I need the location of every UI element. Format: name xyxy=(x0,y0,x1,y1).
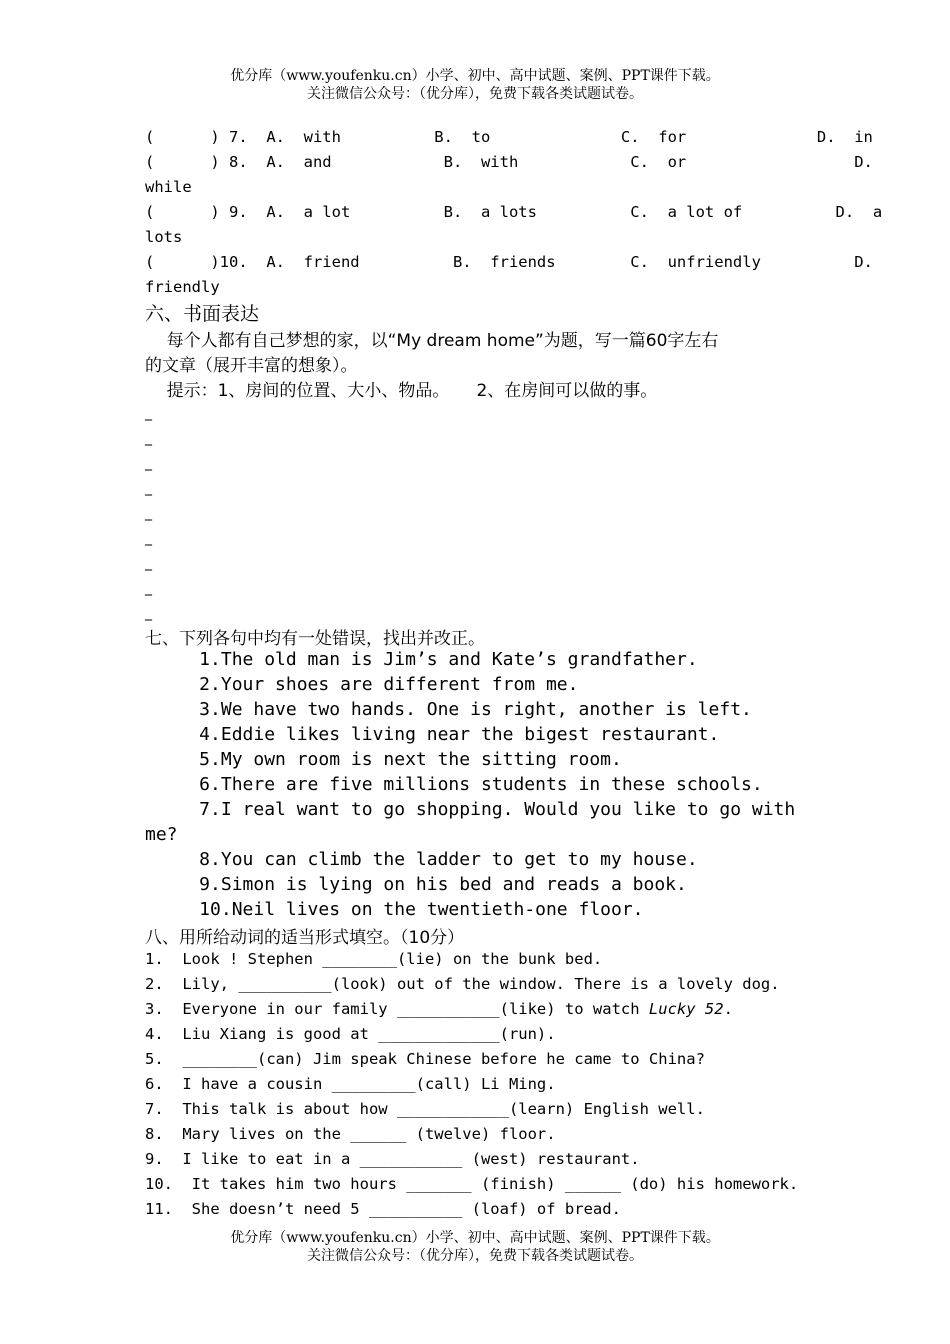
mc-question-9-wrap: lots xyxy=(145,228,183,246)
verb-fill-8: 8. Mary lives on the ______ (twelve) floor. xyxy=(145,1125,556,1143)
error-sentence-7: 7.I real want to go shopping. Would you like to go with xyxy=(145,799,796,820)
writing-line: _ xyxy=(145,430,152,446)
error-sentence-4: 4.Eddie likes living near the bigest restaurant. xyxy=(145,724,720,745)
page-footer xyxy=(0,1229,950,1265)
writing-line: _ xyxy=(145,605,152,621)
error-sentence-5: 5.My own room is next the sitting room. xyxy=(145,749,622,770)
error-sentence-3: 3.We have two hands. One is right, another is left. xyxy=(145,699,752,720)
verb-fill-3 xyxy=(145,999,805,1019)
section-6-tip: 提示：1、房间的位置、大小、物品。 2、在房间可以做的事。 xyxy=(145,381,658,401)
section-8-title: 八、用所给动词的适当形式填空。（10分） xyxy=(145,928,465,948)
footer-line-2: 关注微信公众号：（优分库），免费下载各类试题试卷。 xyxy=(307,1248,643,1264)
mc-question-8-wrap: while xyxy=(145,178,192,196)
writing-line: _ xyxy=(145,455,152,471)
writing-line: _ xyxy=(145,580,152,596)
mc-question-7: ( ) 7. A. with B. to C. for D. in xyxy=(145,128,873,146)
error-sentence-9: 9.Simon is lying on his bed and reads a book. xyxy=(145,874,687,895)
verb-fill-11: 11. She doesn’t need 5 __________ (loaf) of bread. xyxy=(145,1200,621,1218)
error-sentence-2: 2.Your shoes are different from me. xyxy=(145,674,579,695)
section-6-prompt-line-2: 的文章（展开丰富的想象）。 xyxy=(145,356,358,376)
writing-line: _ xyxy=(145,555,152,571)
section-6-title: 六、书面表达 xyxy=(145,303,260,325)
error-sentence-10: 10.Neil lives on the twentieth-one floor. xyxy=(145,899,644,920)
tv-show-title: Lucky 52 xyxy=(648,1000,724,1018)
error-sentence-6: 6.There are five millions students in these schools. xyxy=(145,774,763,795)
writing-line: _ xyxy=(145,480,152,496)
writing-line: _ xyxy=(145,505,152,521)
verb-fill-9: 9. I like to eat in a ___________ (west) restaurant. xyxy=(145,1150,640,1168)
verb-fill-3-text: 3. Everyone in our family ___________(like) to watch xyxy=(145,1000,649,1018)
verb-fill-3-end: . xyxy=(723,1000,733,1018)
verb-fill-10: 10. It takes him two hours _______ (finish) ______ (do) his homework. xyxy=(145,1175,799,1193)
verb-fill-7: 7. This talk is about how ____________(learn) English well. xyxy=(145,1100,705,1118)
footer-line-1: 优分库（www.youfenku.cn）小学、初中、高中试题、案例、PPT课件下载。 xyxy=(230,1230,720,1246)
verb-fill-5: 5. ________(can) Jim speak Chinese before he came to China? xyxy=(145,1050,705,1068)
error-sentence-7-wrap: me? xyxy=(145,824,178,845)
section-7-title: 七、下列各句中均有一处错误，找出并改正。 xyxy=(145,629,485,649)
verb-fill-6: 6. I have a cousin _________(call) Li Ming. xyxy=(145,1075,556,1093)
mc-question-10-wrap: friendly xyxy=(145,278,220,296)
header-line-1: 优分库（www.youfenku.cn）小学、初中、高中试题、案例、PPT课件下载。 xyxy=(230,68,720,84)
mc-question-9: ( ) 9. A. a lot B. a lots C. a lot of D. a xyxy=(145,203,883,221)
mc-question-8: ( ) 8. A. and B. with C. or D. xyxy=(145,153,873,171)
header-line-2: 关注微信公众号：（优分库），免费下载各类试题试卷。 xyxy=(307,86,643,102)
writing-line: _ xyxy=(145,530,152,546)
error-sentence-8: 8.You can climb the ladder to get to my house. xyxy=(145,849,698,870)
page-header-top xyxy=(0,67,950,103)
verb-fill-4: 4. Liu Xiang is good at _____________(run). xyxy=(145,1025,556,1043)
error-sentence-1: 1.The old man is Jim’s and Kate’s grandfather. xyxy=(145,649,698,670)
verb-fill-1: 1. Look ! Stephen ________(lie) on the bunk bed. xyxy=(145,950,603,968)
writing-line: _ xyxy=(145,405,152,421)
mc-question-10: ( )10. A. friend B. friends C. unfriendly D. xyxy=(145,253,873,271)
verb-fill-2: 2. Lily, __________(look) out of the window. There is a lovely dog. xyxy=(145,975,780,993)
section-6-prompt-line-1: 每个人都有自己梦想的家，以“My dream home”为题，写一篇60字左右 xyxy=(145,331,719,351)
